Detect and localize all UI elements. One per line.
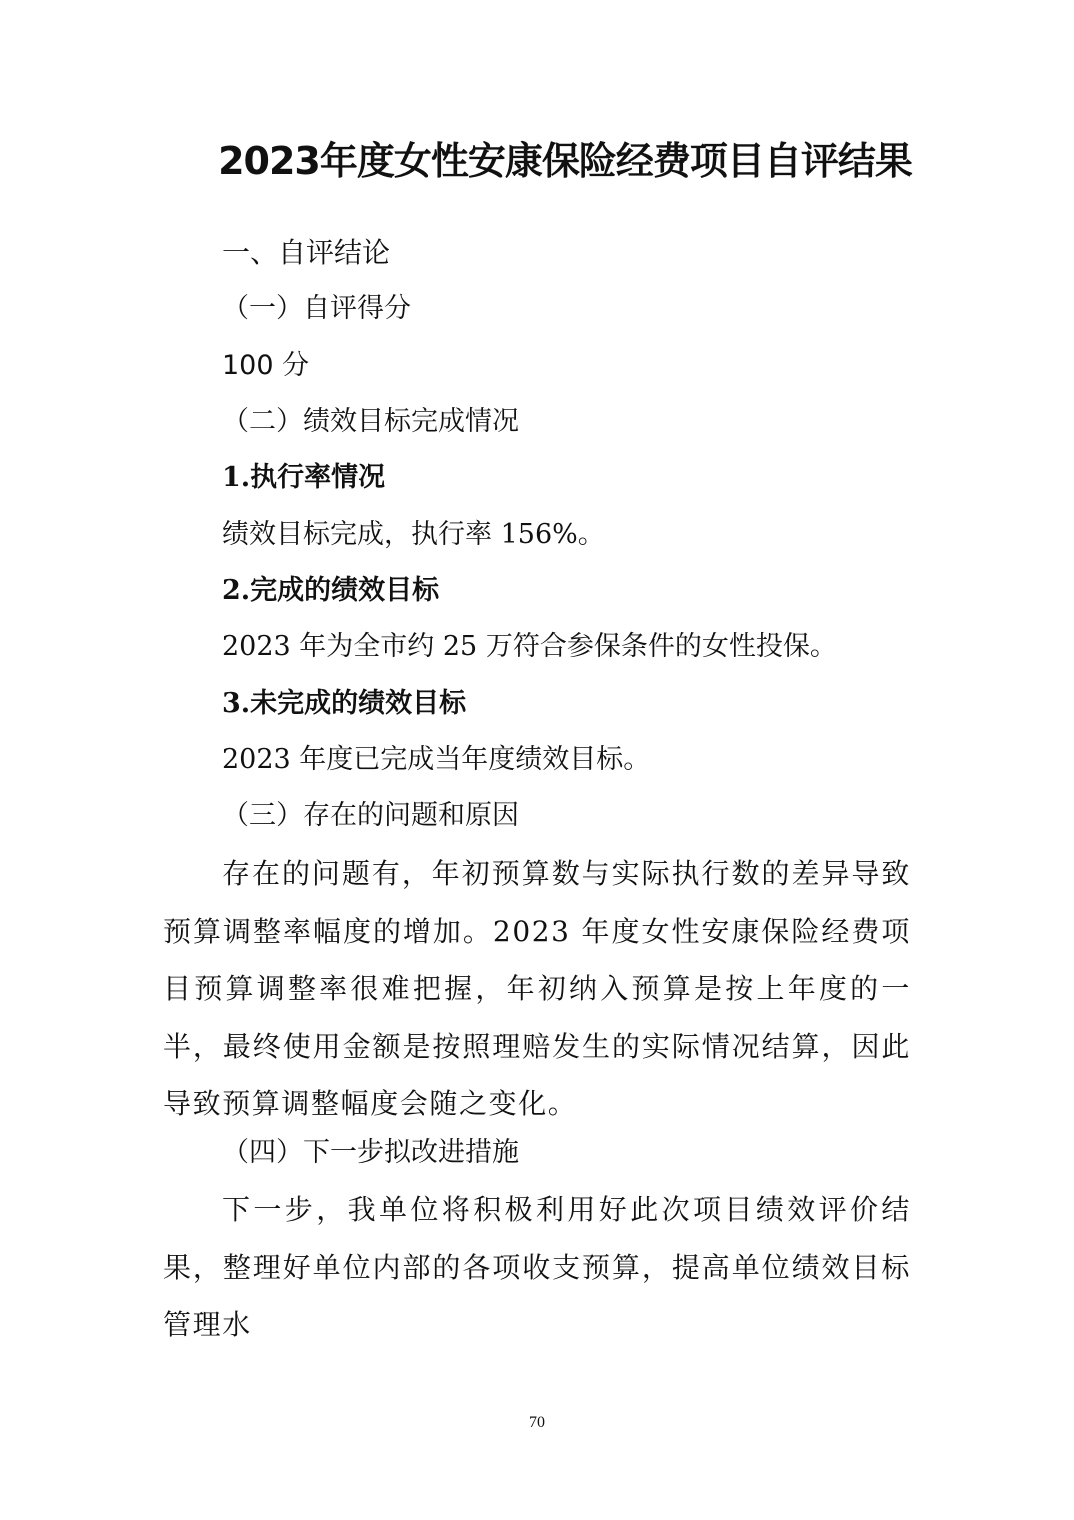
item-text-execution-rate: 绩效目标完成，执行率 156%。 [222, 519, 605, 550]
item-heading-completed-goals: 2.完成的绩效目标 [222, 575, 440, 606]
subsection-heading-problems: （三）存在的问题和原因 [222, 800, 519, 831]
problems-paragraph: 存在的问题有，年初预算数与实际执行数的差异导致预算调整率幅度的增加。2023 年度女性安康保险经费项目预算调整率很难把握，年初纳入预算是按上年度的一半，最终使用金额是按照理赔发生的实际情况结算，因此导致预算调整幅度会随之变化。 [163, 857, 911, 1120]
subsection-heading-performance-goals: （二）绩效目标完成情况 [222, 406, 519, 437]
item-text-uncompleted-goals: 2023 年度已完成当年度绩效目标。 [222, 744, 651, 775]
page-number: 70 [529, 1414, 545, 1431]
subsection-heading-score: （一）自评得分 [222, 293, 411, 324]
next-steps-paragraph: 下一步，我单位将积极利用好此次项目绩效评价结果，整理好单位内部的各项收支预算，提高单位绩效目标管理水 [163, 1193, 911, 1341]
item-heading-uncompleted-goals: 3.未完成的绩效目标 [222, 688, 467, 719]
item-text-completed-goals: 2023 年为全市约 25 万符合参保条件的女性投保。 [222, 631, 837, 662]
section-heading-self-evaluation-conclusion: 一、自评结论 [222, 236, 391, 269]
score-value: 100 分 [222, 350, 310, 381]
subsection-heading-next-steps: （四）下一步拟改进措施 [222, 1137, 519, 1168]
document-title: 2023年度女性安康保险经费项目自评结果 [218, 139, 912, 183]
item-heading-execution-rate: 1.执行率情况 [222, 462, 386, 493]
